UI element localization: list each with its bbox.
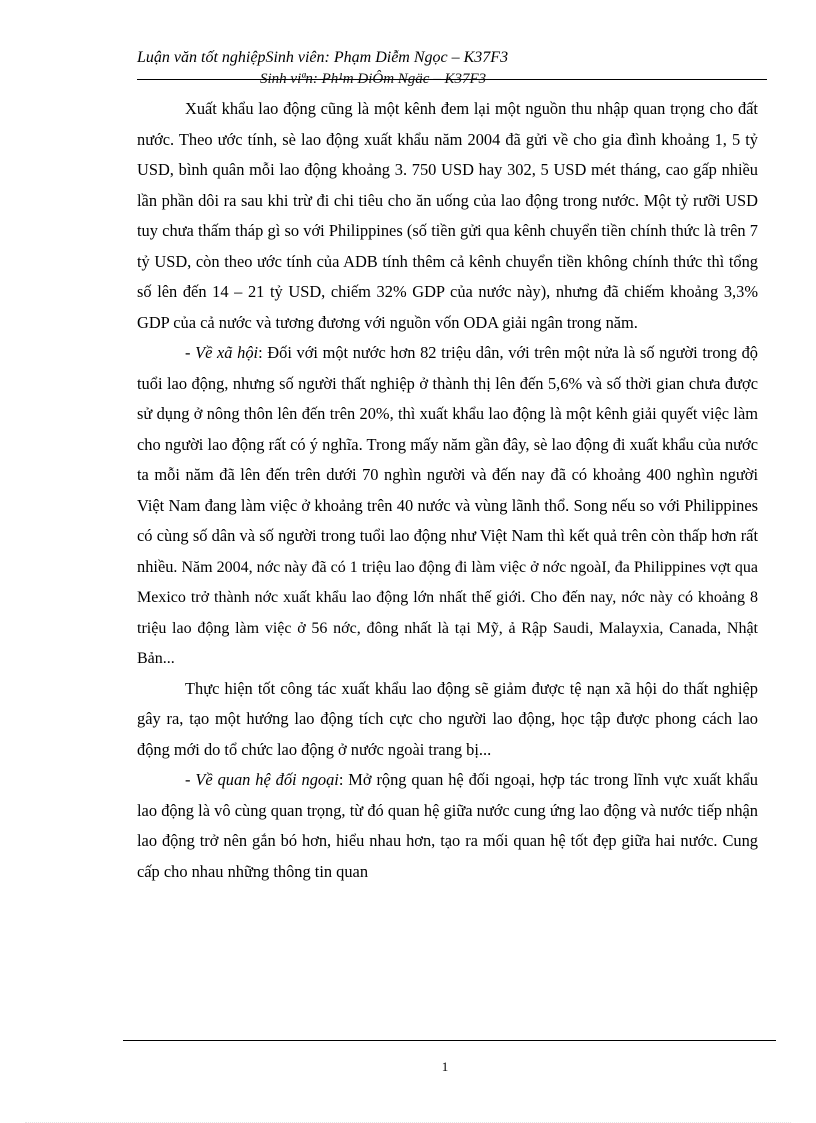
foreign-relations-heading: - Về quan hệ đối ngoại bbox=[185, 770, 339, 789]
header-rule bbox=[137, 79, 767, 80]
paragraph-social bbox=[137, 338, 758, 674]
paragraph-remittance: Xuất khẩu lao động cũng là một kênh đem lại một nguồn thu nhập quan trọng cho đất nước. Theo ước tính, sè lao động xuất khẩu năm 2004 đã gửi về cho gia đình khoảng 1, 5 tỷ USD, bình quân mỗi lao động khoảng 3. 750 USD hay 302, 5 USD mét tháng, cao gấp nhiều lần phần dôi ra sau khi trừ đi chi tiêu cho ăn uống của lao động trong nước. Một tỷ rưỡi USD tuy chưa thấm tháp gì so với Philippines (số tiền gửi qua kênh chuyển tiền chính thức là trên 7 tỷ USD, còn theo ước tính của ADB tính thêm cả kênh chuyển tiền không chính thức thì tổng số lên đến 14 – 21 tỷ USD, chiếm 32% GDP của nước này), nhưng đã chiếm khoảng 3,3% GDP của cả nước và tương đương với nguồn vốn ODA giải ngân trong năm. bbox=[137, 99, 758, 332]
paragraph-foreign-relations bbox=[137, 765, 758, 887]
body-text bbox=[137, 94, 758, 887]
paragraph-social-benefit: Thực hiện tốt công tác xuất khẩu lao động sẽ giảm được tệ nạn xã hội do thất nghiệp gây ra, tạo một hướng lao động tích cực cho người lao động, học tập được phong cách lao động mới do tổ chức lao động ở nước ngoài trang bị... bbox=[137, 678, 758, 759]
page-number: 1 bbox=[441, 1059, 449, 1074]
running-header-duplicate: Sinh viªn: Ph¹m DiÔm Ngäc – K37F3 bbox=[260, 71, 487, 87]
footer-rule bbox=[123, 1040, 776, 1041]
foreign-relations-text: : Mở rộng quan hệ đối ngoại, hợp tác trong lĩnh vực xuất khẩu lao động là vô cùng quan trọng, từ đó quan hệ giữa nước cung ứng lao động và nước tiếp nhận lao động trở nên gắn bó hơn, hiểu nhau hơn, tạo ra mối quan hệ tốt đẹp giữa hai nước. Cung cấp cho nhau những thông tin quan bbox=[137, 770, 759, 881]
social-heading: - Về xã hội bbox=[185, 343, 259, 362]
social-text: : Đối với một nước hơn 82 triệu dân, với trên một nửa là số người trong độ tuổi lao động, nhưng số người thất nghiệp ở thành thị lên đến 5,6% và số thời gian chưa được sử dụng ở nông thôn lên đến trên 20%, thì xuất khẩu lao động là một kênh giải quyết việc làm cho người lao động rất có ý nghĩa. Trong mấy năm gần đây, sè lao động đi xuất khẩu của nước ta mỗi năm đã lên đến trên dưới 70 nghìn người và đến nay đã có khoảng 400 nghìn người Việt Nam đang làm việc ở khoảng trên 40 nước và vùng lãnh thổ. Song nếu so với Philippines có cùng số dân và số người trong tuổi lao động như Việt Nam thì kết quả trên còn thấp hơn rất nhiều bbox=[137, 343, 758, 576]
running-header: Luận văn tốt nghiệpSinh viên: Phạm Diễm Ngọc – K37F3 bbox=[137, 49, 509, 66]
philippines-comparison-text: . Năm 2004, nớc này đã có 1 triệu lao động đi làm việc ở nớc ngoàI, đa Philippines vợt qua Mexico trở thành nớc xuất khẩu lao động lớn nhất thế giới. Cho đến nay, nớc này có khoảng 8 triệu lao động làm việc ở 56 nớc, đông nhất là tại Mỹ, ả Rập Saudi, Malayxia, Canada, Nhật Bản... bbox=[137, 558, 758, 667]
